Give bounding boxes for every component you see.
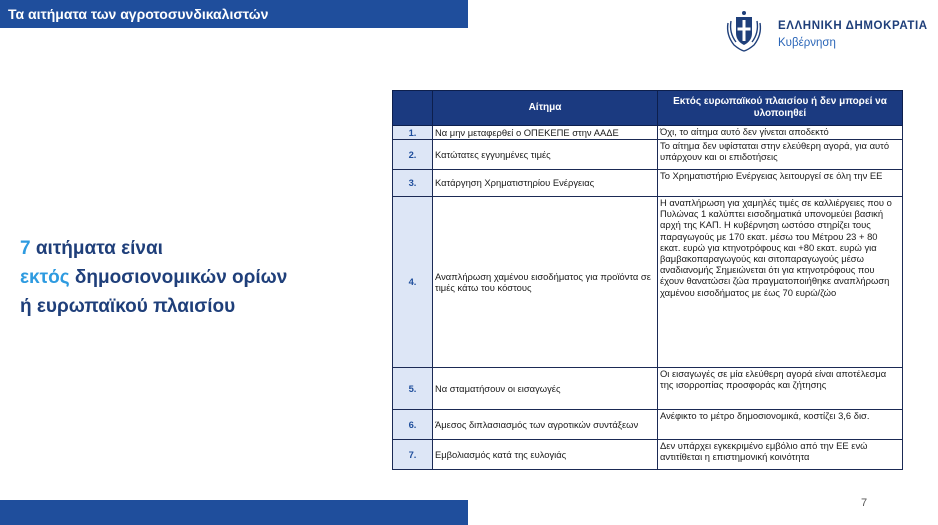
table-row: [393, 126, 903, 140]
row-response: Δεν υπάρχει εγκεκριμένο εμβόλιο από την ΕΕ ενώ αντιτίθεται η επιστημονική κοινότητα: [658, 440, 903, 470]
row-number: 2.: [393, 140, 433, 170]
row-number: 3.: [393, 170, 433, 197]
column-header-response: Εκτός ευρωπαϊκού πλαισίου ή δεν μπορεί να υλοποιηθεί: [658, 91, 903, 126]
row-request: Εμβολιασμός κατά της ευλογιάς: [433, 440, 658, 470]
row-request: Κατώτατες εγγυημένες τιμές: [433, 140, 658, 170]
headline-line1-rest: αιτήματα είναι: [30, 238, 163, 259]
page-number: 7: [861, 497, 868, 509]
row-number: 6.: [393, 410, 433, 440]
row-request: Κατάργηση Χρηματιστηρίου Ενέργειας: [433, 170, 658, 197]
row-request: Αναπλήρωση χαμένου εισοδήματος για προϊόντα σε τιμές κάτω του κόστους: [433, 197, 658, 368]
row-number: 7.: [393, 440, 433, 470]
table-row: [393, 440, 903, 470]
row-response: Ανέφικτο το μέτρο δημοσιονομικά, κοστίζει 3,6 δισ.: [658, 410, 903, 440]
table-row: [393, 197, 903, 368]
headline-accent: εκτός: [20, 267, 70, 288]
row-request: Να σταματήσουν οι εισαγωγές: [433, 368, 658, 410]
row-number: 5.: [393, 368, 433, 410]
table-row: [393, 170, 903, 197]
headline-line-3: ή ευρωπαϊκού πλαισίου: [20, 296, 236, 317]
logo-title: ΕΛΛΗΝΙΚΗ ΔΗΜΟΚΡΑΤΙΑ: [778, 20, 928, 32]
government-logo: [722, 9, 928, 55]
demands-table: [392, 90, 903, 470]
footer-bar: [0, 500, 468, 525]
column-header-number: [393, 91, 433, 126]
header-title-bar: [0, 0, 468, 28]
row-response: Το Χρηματιστήριο Ενέργειας λειτουργεί σε όλη την ΕΕ: [658, 170, 903, 197]
row-response: Όχι, το αίτημα αυτό δεν γίνεται αποδεκτό: [658, 126, 903, 140]
page-title: Τα αιτήματα των αγροτοσυνδικαλιστών: [8, 6, 269, 22]
table-header-row: [393, 91, 903, 126]
greek-coat-of-arms-icon: [722, 9, 766, 53]
headline-line-1: [20, 234, 380, 263]
row-request: Να μην μεταφερθεί ο ΟΠΕΚΕΠΕ στην ΑΑΔΕ: [433, 126, 658, 140]
row-response: Η αναπλήρωση για χαμηλές τιμές σε καλλιέργειες που ο Πυλώνας 1 καλύπτει εισοδηματικά υπονομεύει βασική αρχή της ΚΑΠ. Η κυβέρνηση ωστόσο στηρίζει τους παραγωγούς με 170 εκατ. μέσω του Μέτρου 23 + 80 εκατ. ευρώ για κτηνοτρόφους και +80 εκατ. ευρώ για βαμβακοπαραγωγούς και σιτοπαραγωγούς μέσω αναδιανομής Σημειώνεται ότι για κτηνοτρόφους που έχουν θανατώσει ζώα πραγματοποιήθηκε αναπλήρωση χαμένου εισοδήματος με έως 70 ευρώ/ζώο: [658, 197, 903, 368]
headline-line-2: [20, 263, 380, 292]
headline-count: 7: [20, 238, 31, 259]
row-response: Οι εισαγωγές σε μία ελεύθερη αγορά είναι αποτέλεσμα της ισορροπίας προσφοράς και ζήτησης: [658, 368, 903, 410]
row-request: Άμεσος διπλασιασμός των αγροτικών συντάξεων: [433, 410, 658, 440]
table-row: [393, 410, 903, 440]
table-row: [393, 140, 903, 170]
column-header-request: Αίτημα: [433, 91, 658, 126]
row-number: 1.: [393, 126, 433, 140]
headline: [20, 234, 380, 321]
logo-subtitle: Κυβέρνηση: [778, 37, 836, 49]
headline-line2-rest: δημοσιονομικών ορίων: [69, 267, 288, 288]
table-row: [393, 368, 903, 410]
row-number: 4.: [393, 197, 433, 368]
row-response: Το αίτημα δεν υφίσταται στην ελεύθερη αγορά, για αυτό υπάρχουν και οι επιδοτήσεις: [658, 140, 903, 170]
